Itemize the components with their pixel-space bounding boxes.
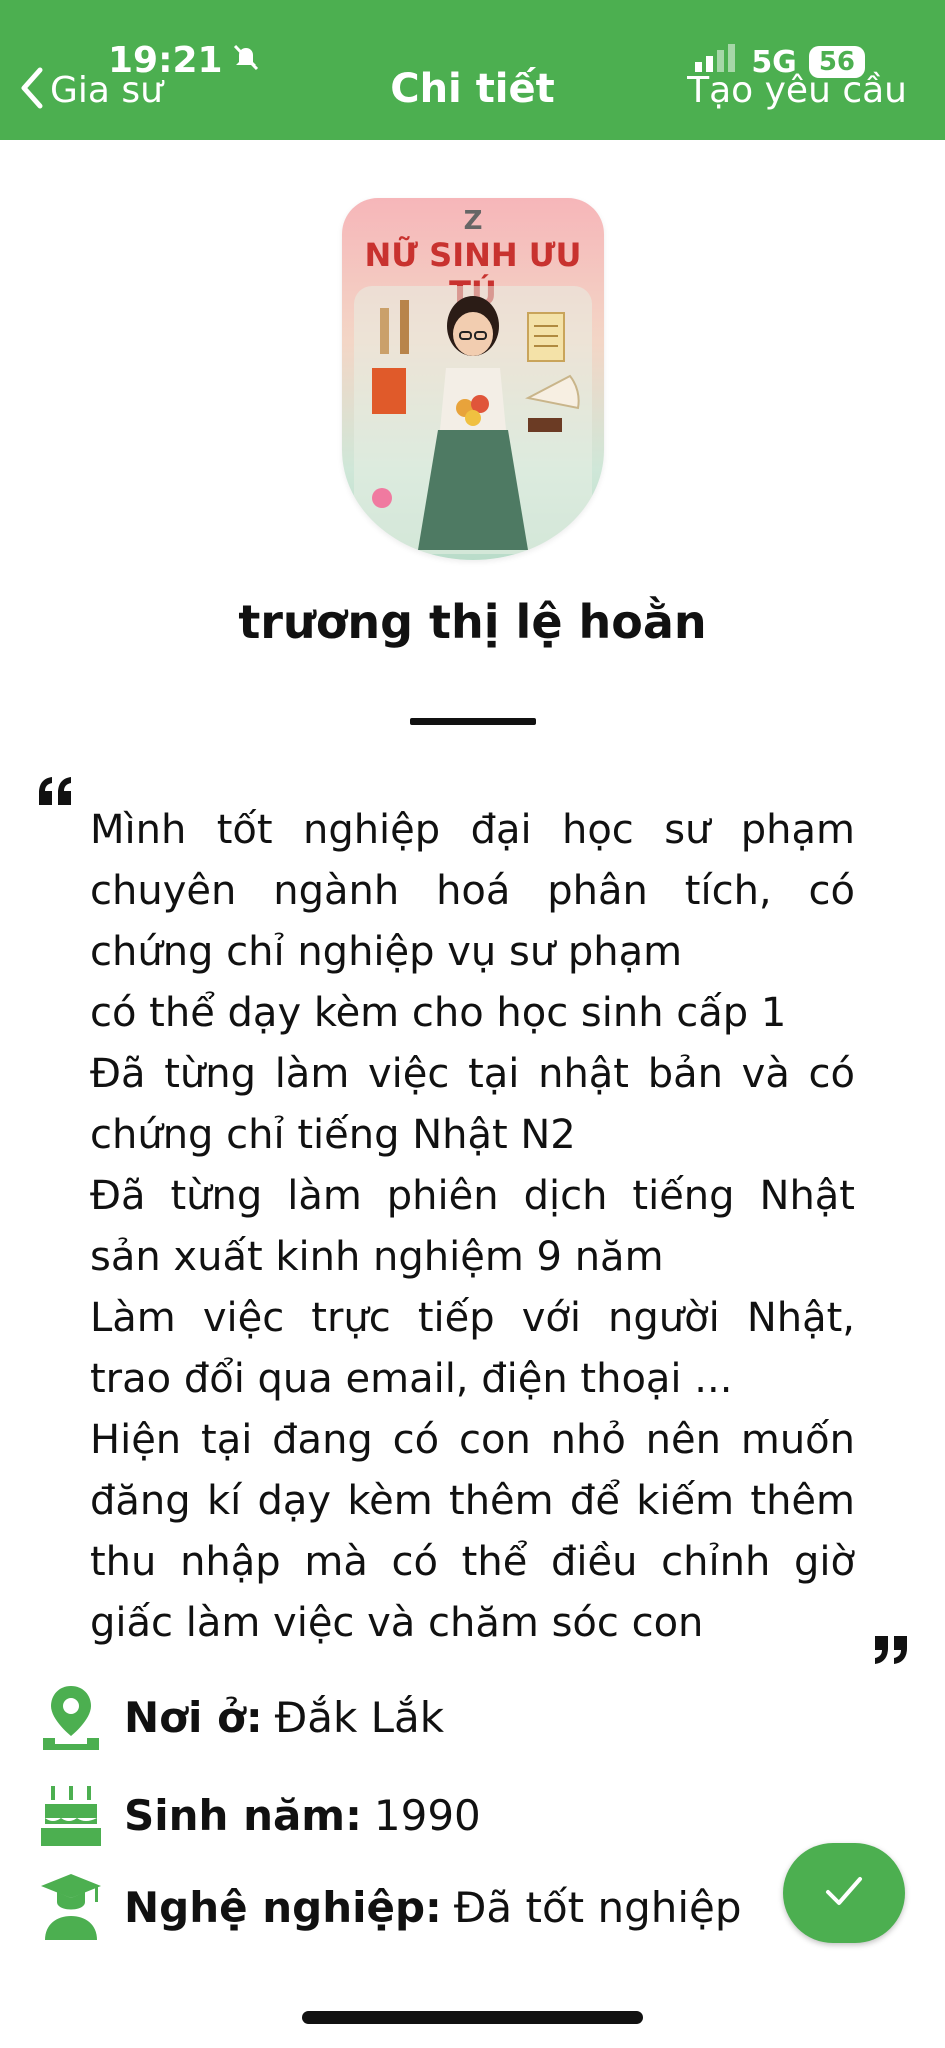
home-indicator[interactable]: [302, 2011, 643, 2024]
occupation-label: Nghệ nghiệp:: [124, 1882, 442, 1932]
graduate-icon: [36, 1872, 106, 1942]
check-icon: [824, 1874, 864, 1912]
avatar-badge-text: NỮ SINH ƯU: [364, 236, 582, 274]
confirm-fab-button[interactable]: [783, 1843, 905, 1943]
back-label: Gia sư: [50, 69, 163, 111]
create-request-button[interactable]: Tạo yêu cầu: [687, 70, 907, 111]
occupation-value: Đã tốt nghiệp: [453, 1882, 742, 1932]
location-pin-icon: [36, 1682, 106, 1752]
birth-year-row: [36, 1770, 481, 1860]
avatar-illustration: [342, 198, 604, 560]
network-text: 5G: [751, 44, 797, 80]
location-label: Nơi ở:: [124, 1692, 263, 1742]
status-time: [108, 40, 261, 81]
app-header: [0, 0, 945, 140]
time-text: 19:21: [108, 40, 223, 81]
quote-close-icon: [870, 1632, 910, 1670]
birth-year-label: Sinh năm:: [124, 1790, 362, 1840]
battery-indicator: 56: [809, 46, 865, 78]
page-title: Chi tiết: [390, 66, 555, 112]
location-row: [36, 1672, 444, 1762]
location-value: Đắk Lắk: [274, 1692, 445, 1742]
quote-open-icon: [36, 775, 76, 813]
mute-bell-icon: [231, 40, 261, 81]
birthday-cake-icon: [36, 1780, 106, 1850]
birth-year-value: 1990: [373, 1790, 481, 1840]
profile-avatar: [342, 198, 604, 560]
occupation-row: [36, 1862, 742, 1952]
avatar-letter: Z: [463, 206, 483, 236]
chevron-left-icon: [18, 66, 44, 114]
tutor-bio: Mình tốt nghiệp đại học sư phạm chuyên ngành hoá phân tích, có chứng chỉ nghiệp vụ sư phạm có thể dạy kèm cho học sinh cấp 1 Đã từng làm việc tại nhật bản và có chứng chỉ tiếng Nhật N2 Đã từng làm phiên dịch tiếng Nhật sản xuất kinh nghiệm 9 năm Làm việc trực tiếp với người Nhật, trao đổi qua email, điện thoại ... Hiện tại đang có con nhỏ nên muốn đăng kí dạy kèm thêm để kiếm thêm thu nhập mà có thể điều chỉnh giờ giấc làm việc và chăm sóc con: [90, 807, 855, 1646]
tutor-name: trương thị lệ hoằn: [238, 595, 707, 649]
divider: [410, 718, 536, 725]
